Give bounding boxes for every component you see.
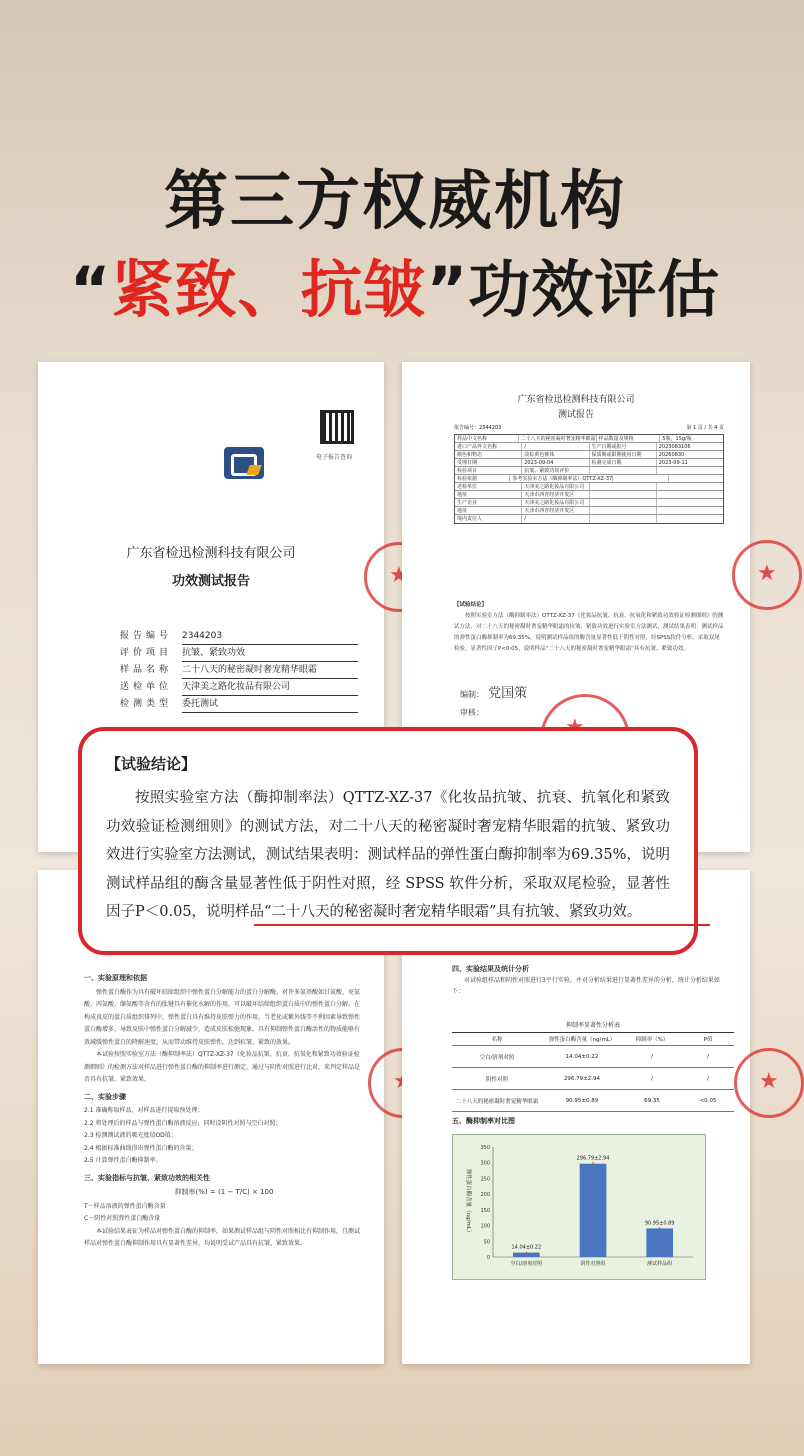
table-row (452, 1090, 734, 1112)
info-key: 评价项目 (120, 648, 173, 658)
table-cell: / (522, 443, 589, 450)
table-cell: 二十八天的秘密凝时奢宠精华眼霜 (520, 436, 596, 442)
table-cell (657, 515, 723, 523)
summary-meta (454, 424, 724, 431)
bar (646, 1228, 673, 1257)
info-row (120, 696, 358, 713)
x-tick-label: 空白/溶剂对照 (510, 1261, 543, 1267)
table-cell: 参考实验室方法（酶抑制率法）QTTZ-XZ-37 (512, 476, 613, 482)
significance-table (452, 1020, 734, 1112)
table-cell: / (651, 1075, 653, 1082)
y-tick-label: 250 (480, 1176, 490, 1183)
inhibition-chart (452, 1134, 706, 1280)
table-cell: 阴性对照 (485, 1076, 508, 1083)
table-body (452, 1032, 734, 1112)
table-cell (590, 491, 657, 498)
info-value: 抗皱、紧致功效 (182, 645, 358, 662)
summary-title: 测试报告 (557, 410, 594, 420)
signature (460, 682, 527, 718)
info-row (120, 628, 358, 645)
c-definition: C－阴性对照弹性蛋白酶含量 (84, 1215, 161, 1222)
company-logo-icon (224, 447, 264, 479)
table-row (455, 451, 723, 459)
section-heading: 二、实验步骤 (84, 1092, 126, 1101)
review-label: 审核： (460, 708, 484, 717)
y-tick-label: 0 (486, 1255, 490, 1261)
table-cell: 检验依据 (455, 475, 510, 482)
info-row (120, 662, 358, 679)
table-cell: 送检单位 (455, 483, 522, 490)
cover-company-name: 广东省检迅检测科技有限公司 (126, 546, 296, 561)
table-cell: 地址 (455, 507, 522, 514)
table-cell: 90.95±0.89 (565, 1097, 599, 1104)
table-cell: 样品数量及规格 (597, 435, 661, 442)
table-cell (590, 483, 657, 490)
sample-info-table (454, 434, 724, 524)
table-cell (590, 467, 657, 474)
headline-line2-rest: ”功效评估 (426, 253, 721, 326)
results-body (452, 964, 722, 997)
table-header-cell: 抑制率（%） (635, 1037, 669, 1043)
y-tick-label: 350 (480, 1145, 490, 1151)
table-row (455, 515, 723, 523)
table-cell: 14.04±0.22 (565, 1053, 599, 1060)
y-axis-label: 弹性蛋白酶含量（ng/mL） (465, 1168, 471, 1236)
step-item: 2.4 根据标准曲线得出弹性蛋白酶的含量； (84, 1144, 198, 1152)
table-row (452, 1068, 734, 1090)
table-cell (613, 475, 668, 482)
sign-label: 编制： (460, 690, 484, 699)
table-row (455, 443, 723, 451)
step-item: 2.3 检测测试液的吸光度值OD值； (84, 1132, 177, 1139)
table-cell: 保质期或限期使用日期 (590, 451, 657, 458)
table-cell (657, 483, 723, 490)
table-cell: 生产企业 (455, 499, 522, 506)
info-value: 委托测试 (182, 696, 358, 713)
table-cell: / (651, 1053, 653, 1060)
table-cell: 抗皱、紧致功效评价 (522, 467, 589, 474)
table-cell: / (522, 515, 589, 523)
cover-report-title: 功效测试报告 (171, 574, 250, 589)
table-cell: 样品中文名称 (455, 435, 519, 442)
info-row (120, 645, 358, 662)
table-cell: 检测完成日期 (590, 459, 657, 466)
table-cell: 69.35 (644, 1097, 660, 1104)
headline-line2 (0, 240, 790, 329)
red-seal-icon (734, 1048, 804, 1118)
summary-company-name: 广东省检迅检测科技有限公司 (517, 395, 635, 405)
report-number: 报告编号：2344203 (454, 425, 502, 431)
table-row (455, 499, 723, 507)
table-cell (657, 499, 723, 506)
y-tick-label: 100 (480, 1223, 490, 1230)
table-cell (590, 507, 657, 514)
table-cell: 天津美之路化妆品有限公司 (522, 499, 589, 506)
data-label: 296.79±2.94 (576, 1155, 610, 1162)
table-cell: 地址 (455, 491, 522, 498)
table-row (455, 507, 723, 515)
info-key: 报告编号 (120, 631, 173, 641)
table-header-cell: 名称 (491, 1037, 503, 1043)
x-tick-label: 阴性对照组 (580, 1261, 606, 1267)
table-cell: 进口产品外文名称 (455, 443, 522, 450)
info-key: 样品名称 (120, 665, 173, 675)
table-row (455, 483, 723, 491)
table-cell: 二十八天的秘密凝时奢宠精华眼霜 (455, 1098, 539, 1105)
section-heading: 五、酶抑制率对比图 (452, 1117, 515, 1125)
section-heading: 一、实验原理和依据 (84, 974, 147, 982)
table-cell (669, 475, 723, 482)
bar-chart (453, 1135, 707, 1281)
sign-name: 党国策 (488, 686, 528, 701)
table-cell: 颜色和物态 (455, 451, 522, 458)
table-cell: 2023-09-11 (658, 460, 688, 466)
method-paragraph: 弹性蛋白酶作为具有破坏结缔组织中弹性蛋白分解能力的蛋白分解酶，对许多氨基酸如甘氨酸、亮氨酸、丙氨酸、缬氨酸等含有的肽键具有催化水解的作用，可以破坏结缔组织蛋白质中的弹性蛋白分解。在构成真皮的蛋白质组织排列中，弹性蛋白具有维持皮肤弹力的作用，当老化或紫外线等不利因素导致弹性蛋白酶增多，导致皮肤中弹性蛋白分解减少，造成皮肤松弛现象。具有抑制弹性蛋白酶活性的物质能够有效减缓弹性蛋白的降解速度，从而带动维持皮肤弹性，达到抗皱、紧致的效果。 (84, 988, 361, 1046)
method-paragraph: 本试验按照实验室方法（酶抑制率法）QTTZ-XZ-37《化妆品抗皱、抗衰、抗氧化和紧致功效验证检测细则》的检测方法对样品进行弹性蛋白酶的抑制率进行测定，通过与阴性对照进行比对，来判定样品是否具有抗皱、紧致效果。 (84, 1051, 361, 1083)
cover-info-list (120, 628, 358, 713)
x-tick-label: 测试样品组 (647, 1261, 673, 1267)
table-row (455, 435, 723, 443)
conclusion-callout (78, 727, 698, 955)
method-body (84, 968, 364, 1251)
table-row (455, 459, 723, 467)
y-tick-label: 150 (480, 1207, 490, 1214)
table-cell: 5瓶，15g/瓶 (662, 436, 692, 442)
headline-line1: 第三方权威机构 (164, 165, 626, 239)
table-cell: 生产日期或批号 (590, 443, 657, 450)
section-heading: 四、实验结果及统计分析 (452, 965, 529, 973)
table-cell (657, 491, 723, 498)
method-paragraph: 本试验结果表征为样品对弹性蛋白酶的抑制率，如果测试样品组与阴性对照相比有抑制作用，且测试样品对弹性蛋白酶抑制作用具有显著性差异，均说明受试产品具有抗皱、紧致效果。 (84, 1227, 361, 1247)
table-header-cell: 弹性蛋白酶含量（ng/mL） (548, 1037, 616, 1043)
data-label: 90.95±0.89 (644, 1220, 675, 1227)
table-cell: 检验项目 (455, 467, 522, 474)
red-seal-icon (732, 540, 802, 610)
page-number: 第 1 页 / 共 4 页 (686, 425, 724, 431)
table-header-cell: P值 (703, 1037, 713, 1043)
callout-heading: 【试验结论】 (106, 755, 197, 773)
table-row (455, 467, 723, 475)
table-row (452, 1046, 734, 1068)
data-label: 14.04±0.22 (511, 1244, 542, 1251)
table-cell: 天津市西青经济开发区 (522, 507, 589, 514)
table-cell: <0.05 (699, 1097, 717, 1104)
quote-open: “ (69, 253, 112, 326)
step-item: 2.5 计算弹性蛋白酶抑制率。 (84, 1157, 162, 1164)
info-value: 2344203 (182, 628, 358, 645)
y-tick-label: 50 (483, 1239, 490, 1246)
highlight-underline (254, 924, 710, 926)
step-item: 2.1 准确称取样品，对样品进行提取预处理； (84, 1107, 204, 1114)
step-item: 2.2 将处理后的样品与弹性蛋白酶溶液反应，同时设阴性对照与空白对照； (84, 1119, 282, 1127)
table-cell: 2023083106 (658, 444, 691, 450)
formula: 抑制率(%) = (1 − T/C) × 100 (174, 1188, 274, 1196)
table-cell: 天津市西青经济开发区 (522, 491, 589, 498)
section-heading: 三、实验指标与抗皱、紧致功效的相关性 (84, 1173, 210, 1182)
table-cell: 天津美之路化妆品有限公司 (522, 483, 589, 490)
table-cell: 20260830 (658, 452, 685, 458)
table-cell (657, 467, 723, 474)
table-cell (657, 507, 723, 514)
y-tick-label: 300 (480, 1160, 490, 1167)
table-cell: 受理日期 (455, 459, 522, 466)
step-list (84, 1105, 364, 1168)
summary-conclusion-heading: 【试验结论】 (454, 602, 488, 608)
table-cell: 淡棕黄色膏体 (522, 451, 589, 458)
table-caption: 抑制率显著性分析表 (565, 1022, 620, 1029)
headline-highlight: 紧致、抗皱 (111, 253, 427, 326)
info-key: 检测类型 (120, 699, 173, 709)
summary-conclusion-text: 按照实验室方法（酶抑制率法）QTTZ-XZ-37《化妆品抗皱、抗衰、抗氧化和紧致功效验证检测细则》的测试方法，对二十八天的秘密凝时奢宠精华眼霜的抗皱、紧致功效进行实验室方法测试，测试结果表明：测试样品的弹性蛋白酶抑制率为69.35%，说明测试样品组的酶含量显著性低于阴性对照，经SPSS软件分析，采取双尾检验，显著性因子P<0.05，说明样品“二十八天的秘密凝时奢宠精华眼霜”具有抗皱、紧致功效。 (454, 613, 724, 652)
qr-code-icon (320, 410, 354, 444)
results-paragraph: 对试验组样品和阴性对照进行3平行实验，并对分析结果进行显著性差异的分析，统计分析结果如下： (452, 977, 720, 995)
info-value: 二十八天的秘密凝时奢宠精华眼霜 (182, 662, 358, 679)
table-cell: / (707, 1075, 709, 1082)
table-cell (590, 515, 657, 523)
bar (580, 1164, 607, 1257)
table-cell: 2023-09-04 (522, 459, 589, 466)
table-cell: 境内责任人 (455, 515, 522, 523)
table-row (455, 475, 723, 483)
table-cell: / (707, 1053, 709, 1060)
summary-conclusion (454, 600, 724, 655)
y-tick-label: 200 (480, 1192, 490, 1199)
t-definition: T－样品溶液的弹性蛋白酶含量 (84, 1202, 166, 1210)
table-row (455, 491, 723, 499)
table-cell (590, 499, 657, 506)
table-cell: 空白/溶剂对照 (479, 1054, 515, 1061)
info-key: 送检单位 (120, 682, 173, 692)
qr-caption: 电子报告查询 (316, 454, 353, 461)
info-value: 天津美之路化妆品有限公司 (182, 679, 358, 696)
info-row (120, 679, 358, 696)
callout-body: 按照实验室方法（酶抑制率法）QTTZ-XZ-37《化妆品抗皱、抗衰、抗氧化和紧致功效验证检测细则》的测试方法，对二十八天的秘密凝时奢宠精华眼霜的抗皱、紧致功效进行实验室方法测试，测试结果表明：测试样品的弹性蛋白酶抑制率为69.35%，说明测试样品组的酶含量显著性低于阴性对照，经 SPSS 软件分析，采取双尾检验，显著性因子P＜0.05，说明样品“二十八天的秘密凝时奢宠精华眼霜”具有抗皱、紧致功效。 (106, 790, 670, 920)
table-header-row (452, 1032, 734, 1046)
table-cell: 296.79±2.94 (563, 1075, 601, 1082)
